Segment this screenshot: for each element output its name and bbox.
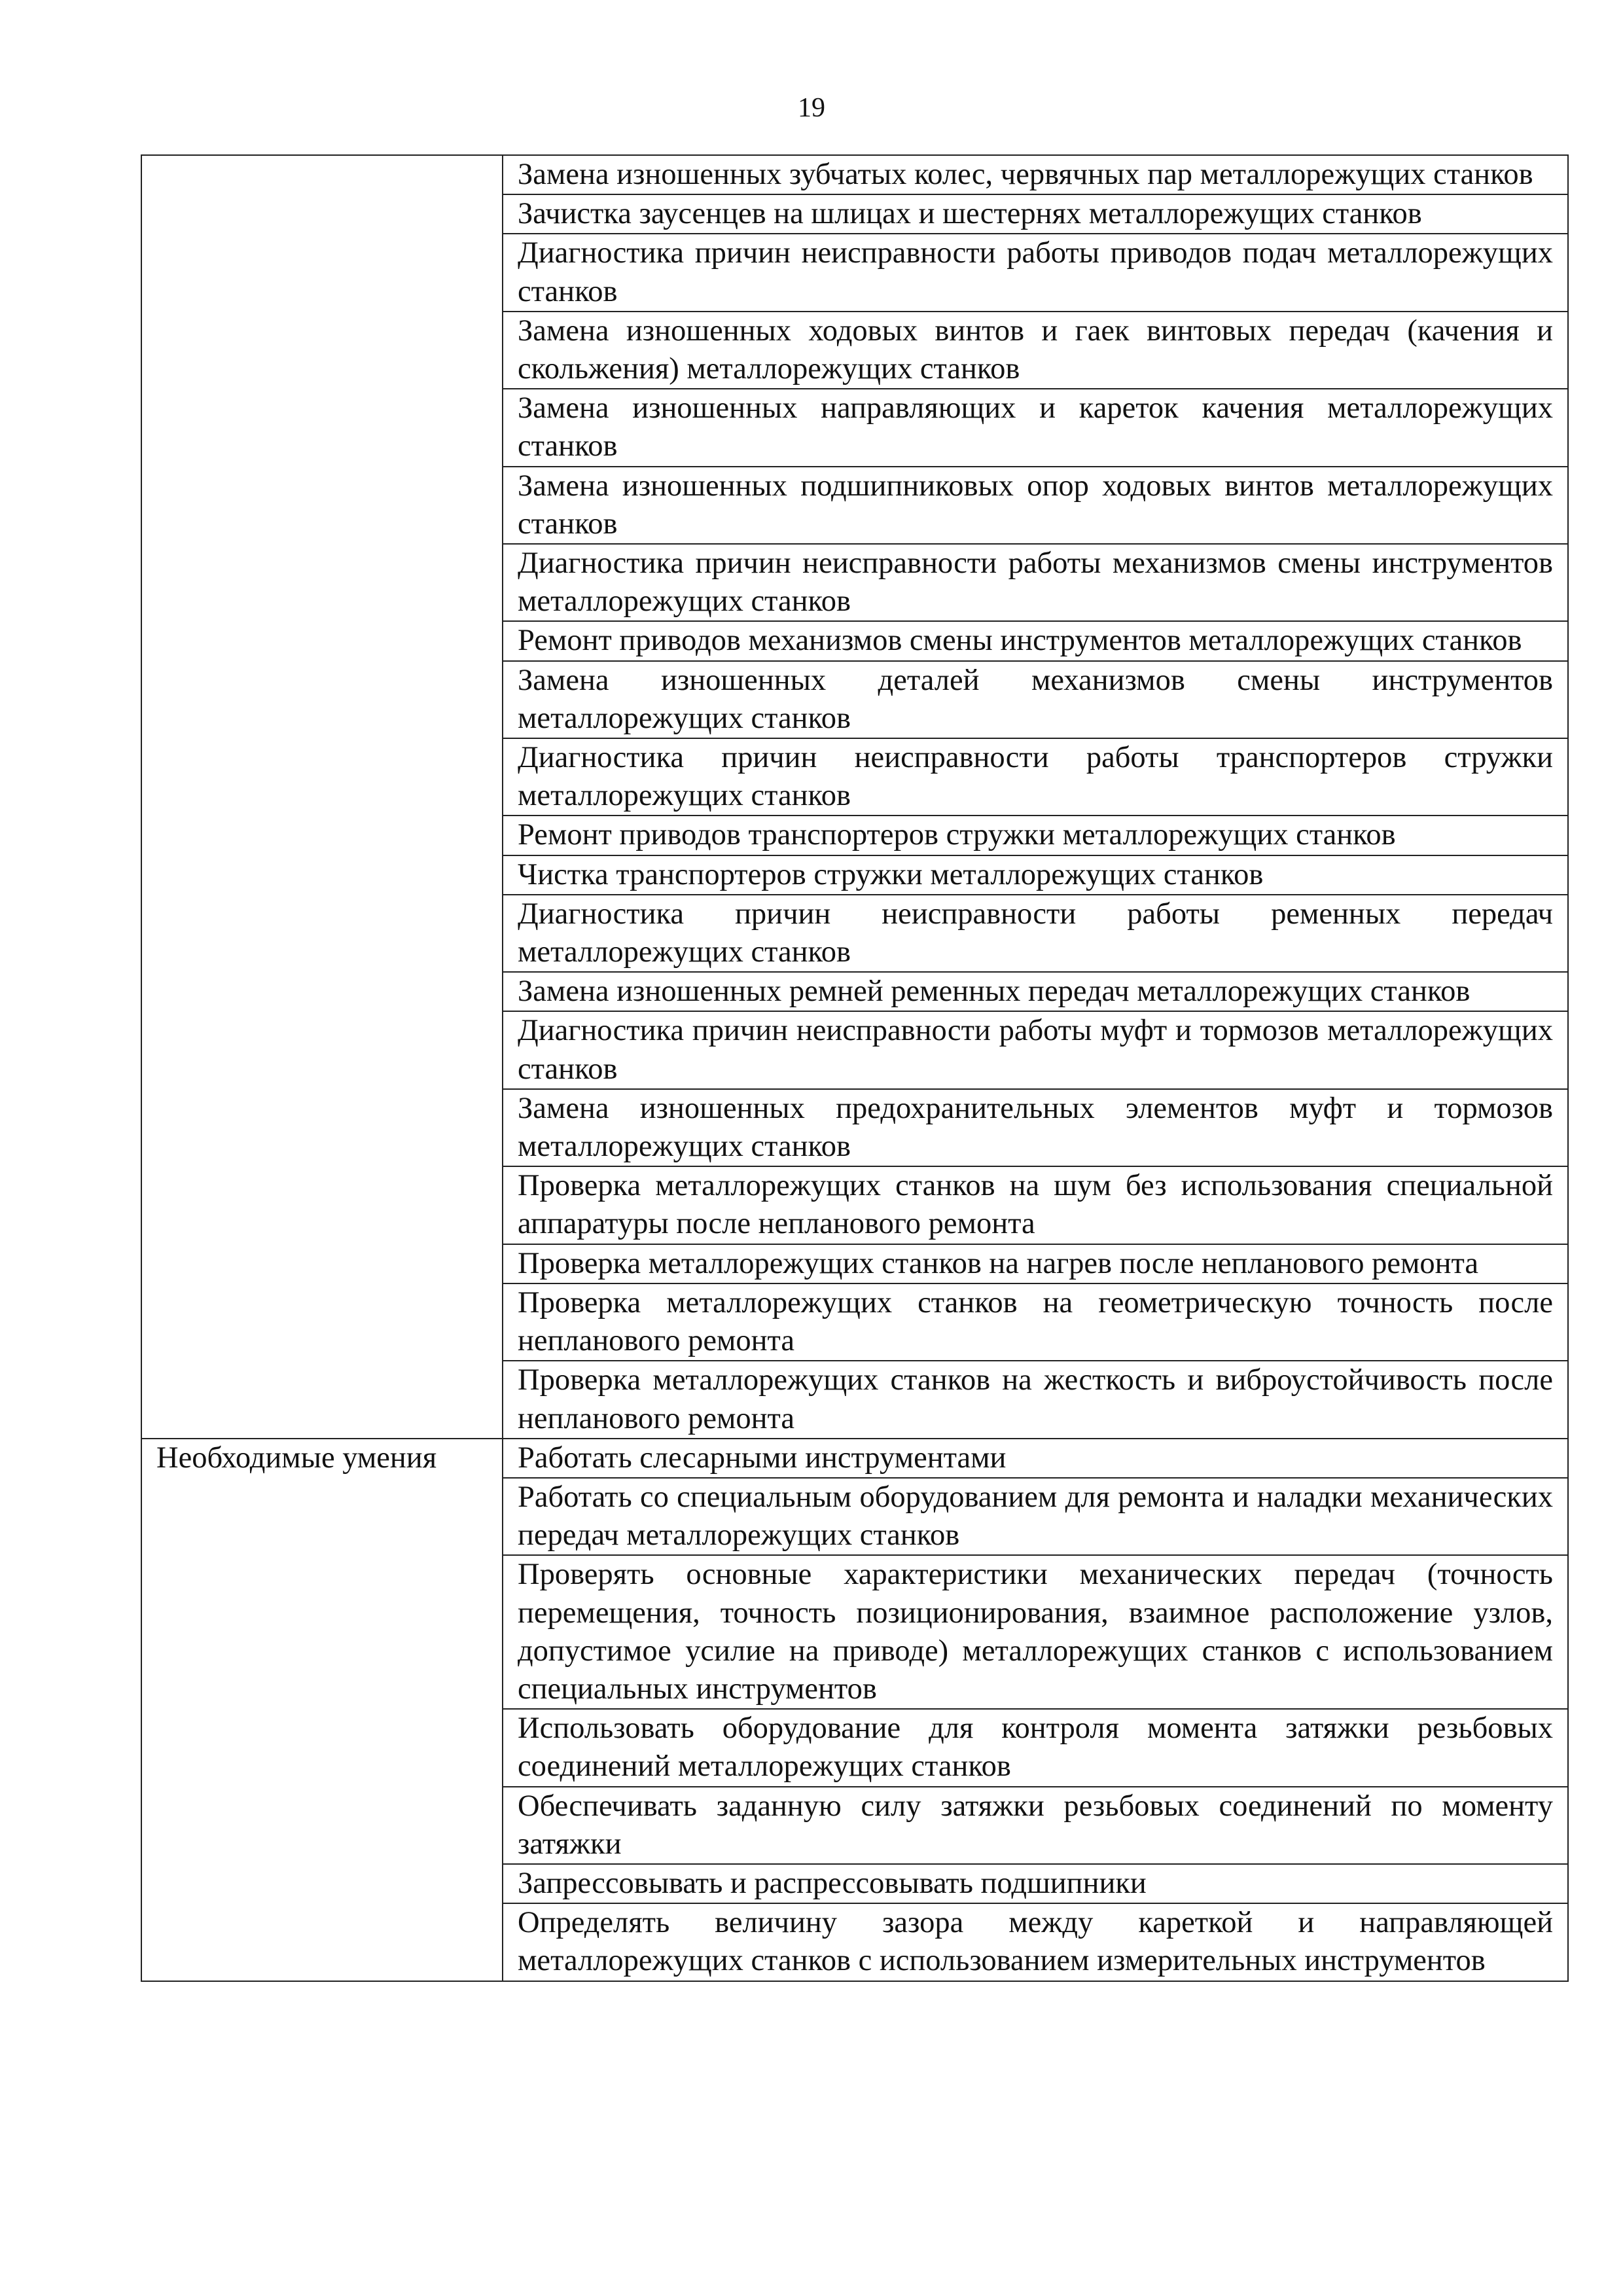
required-skills-item: Работать слесарными инструментами bbox=[503, 1439, 1568, 1478]
labor-actions-item: Зачистка заусенцев на шлицах и шестернях металлорежущих станков bbox=[503, 194, 1568, 234]
labor-actions-item: Проверка металлорежущих станков на геометрическую точность после непланового ремонта bbox=[503, 1283, 1568, 1361]
labor-actions-item: Замена изношенных зубчатых колес, червячных пар металлорежущих станков bbox=[503, 155, 1568, 194]
required-skills-item: Запрессовывать и распрессовывать подшипники bbox=[503, 1864, 1568, 1903]
table-row bbox=[141, 1439, 1568, 1478]
table-body bbox=[141, 155, 1568, 1981]
labor-actions-item: Замена изношенных ходовых винтов и гаек винтовых передач (качения и скольжения) металлорежущих станков bbox=[503, 312, 1568, 389]
labor-actions-item: Диагностика причин неисправности работы ременных передач металлорежущих станков bbox=[503, 895, 1568, 972]
competency-table bbox=[141, 154, 1569, 1982]
labor-actions-item: Диагностика причин неисправности работы транспортеров стружки металлорежущих станков bbox=[503, 738, 1568, 816]
required-skills-item: Обеспечивать заданную силу затяжки резьбовых соединений по моменту затяжки bbox=[503, 1787, 1568, 1864]
labor-actions-item: Проверка металлорежущих станков на шум без использования специальной аппаратуры после непланового ремонта bbox=[503, 1166, 1568, 1244]
required-skills-item: Работать со специальным оборудованием для ремонта и наладки механических передач металлорежущих станков bbox=[503, 1478, 1568, 1555]
labor-actions-item: Замена изношенных ремней ременных передач металлорежущих станков bbox=[503, 972, 1568, 1011]
labor-actions-item: Ремонт приводов транспортеров стружки металлорежущих станков bbox=[503, 816, 1568, 855]
labor-actions-item: Ремонт приводов механизмов смены инструментов металлорежущих станков bbox=[503, 621, 1568, 660]
page-number: 19 bbox=[798, 93, 825, 123]
required-skills-label: Необходимые умения bbox=[141, 1439, 503, 1981]
labor-actions-item: Замена изношенных направляющих и кареток качения металлорежущих станков bbox=[503, 389, 1568, 466]
labor-actions-item: Замена изношенных предохранительных элементов муфт и тормозов металлорежущих станков bbox=[503, 1089, 1568, 1166]
labor-actions-item: Проверка металлорежущих станков на жесткость и виброустойчивость после непланового ремонта bbox=[503, 1361, 1568, 1438]
labor-actions-label bbox=[141, 155, 503, 1439]
required-skills-item: Определять величину зазора между кареткой и направляющей металлорежущих станков с использованием измерительных инструментов bbox=[503, 1903, 1568, 1981]
table-row bbox=[141, 155, 1568, 194]
labor-actions-item: Диагностика причин неисправности работы муфт и тормозов металлорежущих станков bbox=[503, 1011, 1568, 1088]
labor-actions-item: Проверка металлорежущих станков на нагрев после непланового ремонта bbox=[503, 1244, 1568, 1283]
labor-actions-item: Диагностика причин неисправности работы приводов подач металлорежущих станков bbox=[503, 234, 1568, 311]
required-skills-item: Проверять основные характеристики механических передач (точность перемещения, точность позиционирования, взаимное расположение узлов, допустимое усилие на приводе) металлорежущих станков с использованием специальных инструментов bbox=[503, 1555, 1568, 1709]
required-skills-item: Использовать оборудование для контроля момента затяжки резьбовых соединений металлорежущих станков bbox=[503, 1709, 1568, 1786]
labor-actions-item: Замена изношенных деталей механизмов смены инструментов металлорежущих станков bbox=[503, 661, 1568, 738]
labor-actions-item: Диагностика причин неисправности работы механизмов смены инструментов металлорежущих станков bbox=[503, 544, 1568, 621]
labor-actions-item: Замена изношенных подшипниковых опор ходовых винтов металлорежущих станков bbox=[503, 467, 1568, 544]
labor-actions-item: Чистка транспортеров стружки металлорежущих станков bbox=[503, 855, 1568, 895]
